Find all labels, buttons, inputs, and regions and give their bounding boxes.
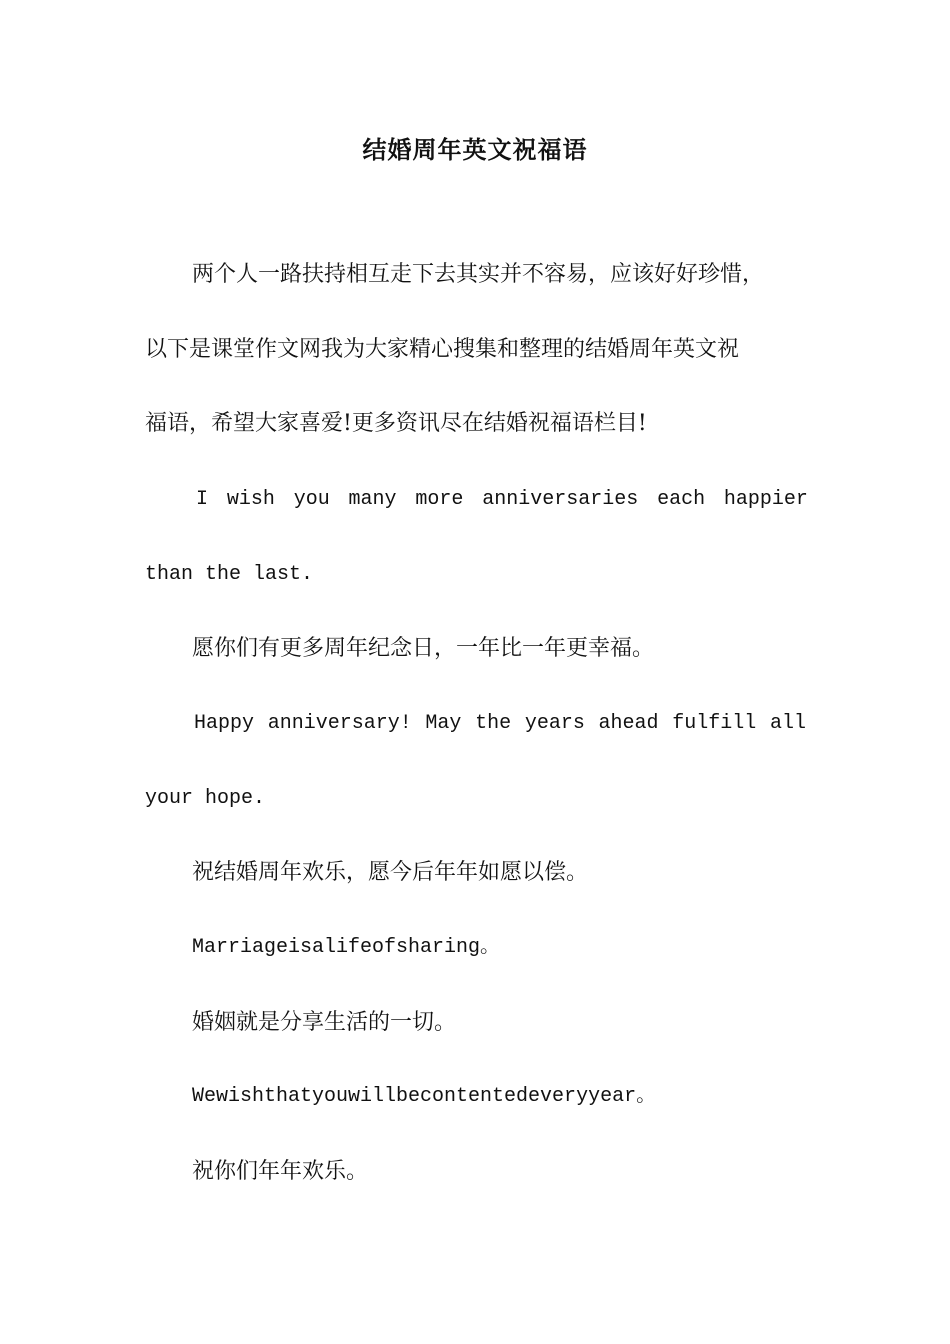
wish-1-line-1: [196, 485, 808, 515]
word: anniversary!: [267, 712, 412, 735]
wish-2-line-2: your hope.: [145, 787, 266, 810]
intro-line-3: 福语，希望大家喜爱!更多资讯尽在结婚祝福语栏目!: [145, 411, 647, 436]
intro-line-2: 以下是课堂作文网我为大家精心搜集和整理的结婚周年英文祝: [145, 337, 740, 362]
wish-3-chinese: 婚姻就是分享生活的一切。: [192, 1010, 457, 1035]
word: many: [348, 488, 397, 511]
intro-line-1: 两个人一路扶持相互走下去其实并不容易，应该好好珍惜，: [192, 262, 765, 287]
word: fulfill: [672, 712, 757, 735]
word: all: [769, 712, 806, 735]
wish-3-english: Marriageisalifeofsharing。: [192, 936, 501, 959]
word: anniversaries: [482, 488, 639, 511]
wish-4-chinese: 祝你们年年欢乐。: [192, 1159, 369, 1184]
document-title: 结婚周年英文祝福语: [362, 136, 588, 164]
word: ahead: [598, 712, 659, 735]
word: you: [293, 488, 330, 511]
word: years: [524, 712, 585, 735]
wish-1-line-2: than the last.: [145, 563, 314, 586]
word: each: [657, 488, 706, 511]
word: May: [425, 712, 462, 735]
word: wish: [226, 488, 275, 511]
word: Happy: [194, 712, 255, 735]
word: I: [196, 488, 209, 511]
wish-2-chinese: 祝结婚周年欢乐，愿今后年年如愿以偿。: [192, 860, 589, 885]
word: the: [475, 712, 512, 735]
word: more: [415, 488, 464, 511]
wish-1-chinese: 愿你们有更多周年纪念日，一年比一年更幸福。: [192, 636, 655, 661]
wish-4-english: Wewishthatyouwillbecontentedeveryyear。: [192, 1085, 657, 1108]
word: happier: [723, 488, 808, 511]
wish-2-line-1: [194, 709, 806, 739]
